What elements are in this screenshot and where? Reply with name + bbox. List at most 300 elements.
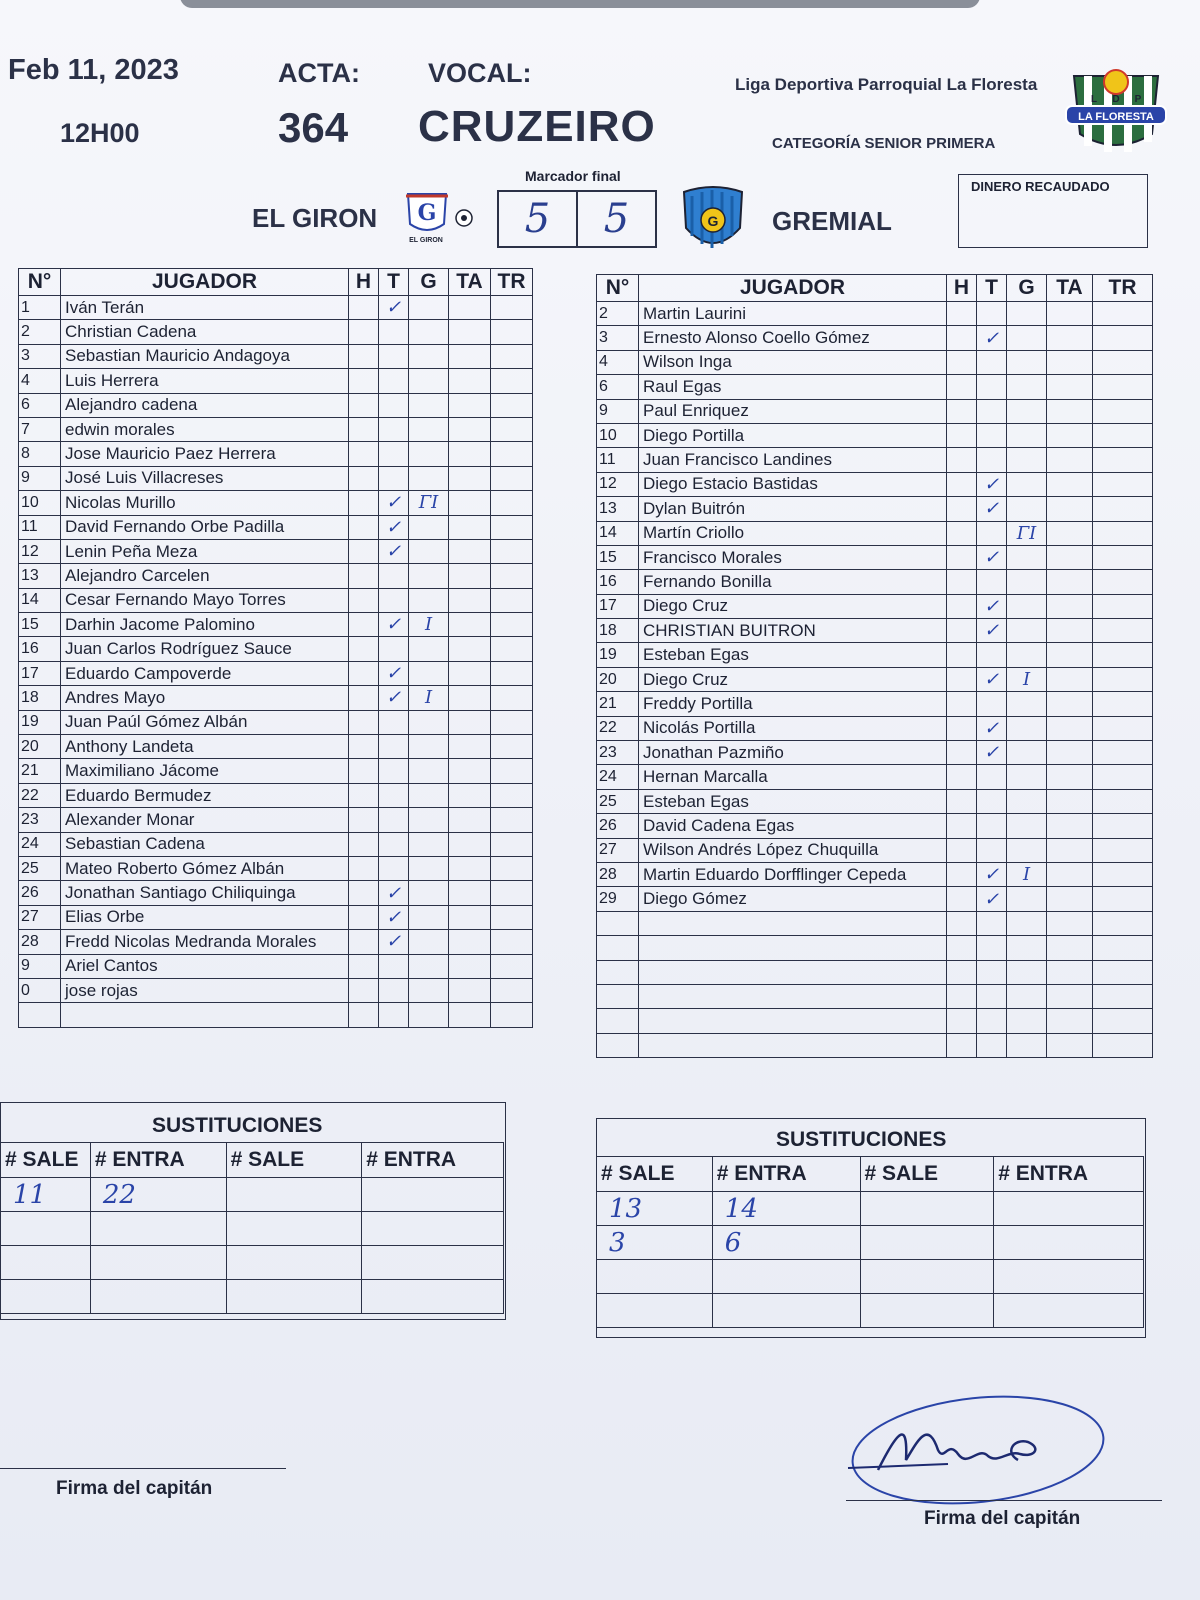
stat-ta (1047, 570, 1093, 594)
column-header: JUGADOR (639, 275, 947, 302)
player-name: Martin Eduardo Dorfflinger Cepeda (639, 862, 947, 886)
player-row (19, 564, 533, 588)
stat-ta (1047, 472, 1093, 496)
stat-h (947, 741, 977, 765)
player-row (597, 521, 1153, 545)
player-number: 25 (19, 856, 61, 880)
home-team-logo-icon (402, 190, 478, 246)
stat-g (409, 930, 449, 954)
stat-g (409, 588, 449, 612)
stat-t: ✓ (977, 545, 1007, 569)
player-row (19, 442, 533, 466)
player-row (597, 911, 1153, 935)
stat-tr (1093, 984, 1153, 1008)
substitution-cell (1, 1280, 91, 1314)
stat-t: ✓ (977, 619, 1007, 643)
stat-g (1007, 838, 1047, 862)
stat-g (409, 539, 449, 563)
stat-ta (1047, 1033, 1093, 1057)
stat-ta (449, 491, 491, 515)
stat-g (1007, 960, 1047, 984)
player-name (639, 1033, 947, 1057)
substitution-header: # SALE (597, 1157, 713, 1192)
substitution-cell (860, 1192, 994, 1226)
player-number: 24 (597, 765, 639, 789)
player-row (597, 789, 1153, 813)
stat-t: ✓ (379, 905, 409, 929)
home-substitutions-table (0, 1142, 504, 1314)
stat-ta (1047, 960, 1093, 984)
stat-g (1007, 350, 1047, 374)
stat-g (409, 881, 449, 905)
stat-t (977, 302, 1007, 326)
stat-h (349, 905, 379, 929)
player-number (597, 936, 639, 960)
substitution-cell (90, 1280, 226, 1314)
stat-t (977, 789, 1007, 813)
player-number: 29 (597, 887, 639, 911)
player-name: Lenin Peña Meza (61, 539, 349, 563)
stat-tr (491, 613, 533, 637)
stat-tr (491, 832, 533, 856)
substitution-header: # SALE (1, 1143, 91, 1178)
substitution-header: # SALE (226, 1143, 362, 1178)
stat-ta (449, 710, 491, 734)
stat-h (349, 710, 379, 734)
stat-h (349, 613, 379, 637)
stat-h (947, 497, 977, 521)
player-name: Esteban Egas (639, 643, 947, 667)
stat-g: ΓΙ (1007, 521, 1047, 545)
player-name: Christian Cadena (61, 320, 349, 344)
stat-tr (491, 783, 533, 807)
player-row (597, 887, 1153, 911)
player-name: Freddy Portilla (639, 692, 947, 716)
stat-t: ✓ (379, 539, 409, 563)
stat-h (947, 570, 977, 594)
player-number: 4 (19, 369, 61, 393)
stat-t (379, 759, 409, 783)
stat-tr (1093, 545, 1153, 569)
league-logo-letter: D (1112, 94, 1120, 105)
column-header: H (349, 269, 379, 296)
stat-ta (449, 759, 491, 783)
stat-ta (1047, 838, 1093, 862)
stat-h (349, 832, 379, 856)
stat-g (409, 735, 449, 759)
stat-t (379, 856, 409, 880)
stat-ta (449, 978, 491, 1002)
substitution-cell (994, 1192, 1144, 1226)
stat-tr (1093, 960, 1153, 984)
away-roster-table (596, 274, 1153, 1058)
substitution-row (1, 1246, 504, 1280)
substitution-header: # ENTRA (712, 1157, 860, 1192)
stat-h (947, 326, 977, 350)
stat-t (977, 570, 1007, 594)
stat-t (379, 808, 409, 832)
stat-tr (491, 466, 533, 490)
stat-tr (491, 661, 533, 685)
stat-h (947, 838, 977, 862)
stat-tr (491, 905, 533, 929)
substitution-cell (1, 1246, 91, 1280)
stat-t: ✓ (977, 741, 1007, 765)
stat-h (947, 862, 977, 886)
player-number: 10 (597, 423, 639, 447)
column-header: T (379, 269, 409, 296)
player-row (19, 735, 533, 759)
player-number: 17 (19, 661, 61, 685)
svg-text:G: G (707, 213, 719, 229)
player-name: Sebastian Cadena (61, 832, 349, 856)
player-row (597, 350, 1153, 374)
player-number: 9 (19, 954, 61, 978)
player-row (597, 302, 1153, 326)
player-name: David Fernando Orbe Padilla (61, 515, 349, 539)
stat-h (947, 448, 977, 472)
stat-tr (491, 539, 533, 563)
stat-t: ✓ (379, 491, 409, 515)
player-number: 3 (19, 344, 61, 368)
league-logo-icon (1064, 64, 1168, 156)
player-name: Dylan Buitrón (639, 497, 947, 521)
player-name: CHRISTIAN BUITRON (639, 619, 947, 643)
money-collected-label: DINERO RECAUDADO (971, 179, 1110, 194)
stat-t (379, 344, 409, 368)
stat-tr (491, 491, 533, 515)
stat-tr (491, 759, 533, 783)
league-logo-letter: P (1134, 94, 1142, 105)
stat-ta (1047, 545, 1093, 569)
substitution-cell (712, 1294, 860, 1328)
player-name: Darhin Jacome Palomino (61, 613, 349, 637)
stat-g (1007, 1009, 1047, 1033)
player-name: Esteban Egas (639, 789, 947, 813)
stat-h (349, 320, 379, 344)
player-number: 26 (19, 881, 61, 905)
player-row (597, 594, 1153, 618)
substitution-cell (362, 1178, 504, 1212)
final-score-box (497, 190, 657, 248)
player-name: Wilson Inga (639, 350, 947, 374)
stat-t: ✓ (977, 887, 1007, 911)
stat-h (947, 911, 977, 935)
stat-h (947, 545, 977, 569)
stat-g (1007, 619, 1047, 643)
player-number: 13 (597, 497, 639, 521)
player-row (597, 667, 1153, 691)
stat-t: ✓ (977, 326, 1007, 350)
player-name: José Luis Villacreses (61, 466, 349, 490)
substitution-header: # ENTRA (994, 1157, 1144, 1192)
stat-g (409, 344, 449, 368)
player-name: Diego Estacio Bastidas (639, 472, 947, 496)
player-row (597, 741, 1153, 765)
player-name: Jonathan Santiago Chiliquinga (61, 881, 349, 905)
player-name: Fredd Nicolas Medranda Morales (61, 930, 349, 954)
player-row (19, 466, 533, 490)
svg-text:G: G (417, 200, 437, 226)
player-name: Francisco Morales (639, 545, 947, 569)
final-score-label: Marcador final (525, 168, 621, 184)
stat-ta (1047, 448, 1093, 472)
stat-tr (1093, 1009, 1153, 1033)
stat-tr (491, 686, 533, 710)
substitution-cell (860, 1294, 994, 1328)
player-number: 25 (597, 789, 639, 813)
stat-ta (449, 515, 491, 539)
stat-h (349, 539, 379, 563)
player-number: 20 (19, 735, 61, 759)
substitution-cell (362, 1246, 504, 1280)
stat-tr (491, 930, 533, 954)
stat-ta (449, 442, 491, 466)
player-name: Wilson Andrés López Chuquilla (639, 838, 947, 862)
stat-g: I (409, 686, 449, 710)
stat-tr (491, 978, 533, 1002)
stat-t (977, 1009, 1007, 1033)
substitution-cell (362, 1280, 504, 1314)
player-row (597, 448, 1153, 472)
player-number: 18 (19, 686, 61, 710)
stat-t: ✓ (379, 930, 409, 954)
substitution-cell (860, 1260, 994, 1294)
stat-t (977, 1033, 1007, 1057)
stat-g (1007, 643, 1047, 667)
stat-ta (1047, 1009, 1093, 1033)
player-row (19, 710, 533, 734)
clipboard-clip (180, 0, 980, 8)
player-number: 11 (19, 515, 61, 539)
stat-ta (449, 735, 491, 759)
stat-tr (491, 515, 533, 539)
stat-t: ✓ (379, 515, 409, 539)
stat-ta (1047, 643, 1093, 667)
match-time: 12H00 (60, 118, 140, 148)
player-number (597, 1009, 639, 1033)
stat-tr (1093, 692, 1153, 716)
player-number: 22 (19, 783, 61, 807)
stat-tr (1093, 741, 1153, 765)
stat-g (1007, 936, 1047, 960)
substitution-row (597, 1192, 1144, 1226)
stat-g (409, 905, 449, 929)
substitution-header: # ENTRA (90, 1143, 226, 1178)
captain-signature-label-home: Firma del capitán (56, 1478, 213, 1499)
player-number: 1 (19, 296, 61, 320)
stat-ta (449, 661, 491, 685)
stat-tr (491, 735, 533, 759)
player-name (639, 960, 947, 984)
substitution-row (1, 1212, 504, 1246)
stat-tr (491, 296, 533, 320)
stat-h (349, 491, 379, 515)
player-name (639, 911, 947, 935)
player-row (597, 838, 1153, 862)
stat-g: I (409, 613, 449, 637)
substitution-cell: 3 (597, 1226, 713, 1260)
stat-tr (491, 856, 533, 880)
stat-t (379, 637, 409, 661)
stat-h (349, 466, 379, 490)
stat-tr (1093, 789, 1153, 813)
player-row (19, 686, 533, 710)
stat-ta (449, 564, 491, 588)
stat-g (1007, 765, 1047, 789)
stat-h (947, 936, 977, 960)
stat-g (1007, 545, 1047, 569)
stat-ta (449, 417, 491, 441)
player-row (597, 423, 1153, 447)
player-number: 8 (19, 442, 61, 466)
player-row (19, 344, 533, 368)
player-name: Sebastian Mauricio Andagoya (61, 344, 349, 368)
player-number: 17 (597, 594, 639, 618)
stat-h (947, 472, 977, 496)
player-name: Cesar Fernando Mayo Torres (61, 588, 349, 612)
player-row (19, 832, 533, 856)
stat-g (409, 466, 449, 490)
stat-h (947, 765, 977, 789)
stat-h (349, 1003, 379, 1027)
player-name (61, 1003, 349, 1027)
substitution-cell: 22 (90, 1178, 226, 1212)
stat-ta (449, 686, 491, 710)
stat-t (379, 954, 409, 978)
player-row (19, 759, 533, 783)
match-date: Feb 11, 2023 (8, 54, 179, 86)
substitution-row (1, 1178, 504, 1212)
substitution-row (1, 1280, 504, 1314)
player-row (19, 1003, 533, 1027)
substitution-row (597, 1294, 1144, 1328)
substitution-cell (597, 1260, 713, 1294)
player-number: 12 (597, 472, 639, 496)
player-row (597, 716, 1153, 740)
home-substitutions-title: SUSTITUCIONES (152, 1114, 323, 1137)
stat-h (349, 661, 379, 685)
stat-h (349, 856, 379, 880)
stat-ta (1047, 741, 1093, 765)
player-row (597, 643, 1153, 667)
stat-h (349, 930, 379, 954)
stat-t (379, 832, 409, 856)
player-number: 9 (597, 399, 639, 423)
column-header: TR (491, 269, 533, 296)
substitution-cell (90, 1212, 226, 1246)
home-team-name: EL GIRON (252, 203, 378, 233)
player-row (19, 417, 533, 441)
player-name: Eduardo Bermudez (61, 783, 349, 807)
player-row (597, 814, 1153, 838)
substitution-cell: 6 (712, 1226, 860, 1260)
stat-h (349, 369, 379, 393)
player-name: Hernan Marcalla (639, 765, 947, 789)
player-name: Eduardo Campoverde (61, 661, 349, 685)
player-number: 23 (597, 741, 639, 765)
home-logo-text: EL GIRON (409, 237, 443, 244)
stat-t (977, 643, 1007, 667)
player-number (597, 984, 639, 1008)
player-number: 10 (19, 491, 61, 515)
player-number (597, 960, 639, 984)
stat-h (349, 564, 379, 588)
substitution-cell (226, 1212, 362, 1246)
stat-t (977, 765, 1007, 789)
stat-ta (1047, 911, 1093, 935)
stat-tr (1093, 862, 1153, 886)
player-number: 0 (19, 978, 61, 1002)
stat-ta (1047, 302, 1093, 326)
stat-h (349, 881, 379, 905)
stat-tr (491, 442, 533, 466)
stat-t (977, 399, 1007, 423)
stat-ta (449, 832, 491, 856)
stat-t (977, 692, 1007, 716)
substitution-header: # ENTRA (362, 1143, 504, 1178)
stat-tr (1093, 326, 1153, 350)
substitution-cell: 11 (1, 1178, 91, 1212)
player-number: 22 (597, 716, 639, 740)
substitution-cell (1, 1212, 91, 1246)
stat-ta (1047, 716, 1093, 740)
column-header: H (947, 275, 977, 302)
stat-g (409, 564, 449, 588)
league-name: Liga Deportiva Parroquial La Floresta (735, 75, 1038, 94)
player-number: 6 (597, 375, 639, 399)
player-name: Fernando Bonilla (639, 570, 947, 594)
stat-ta (1047, 619, 1093, 643)
player-row (19, 905, 533, 929)
player-number: 2 (19, 320, 61, 344)
player-row (19, 978, 533, 1002)
player-number: 6 (19, 393, 61, 417)
player-row (19, 369, 533, 393)
player-name (639, 1009, 947, 1033)
away-score: 5 (576, 192, 655, 246)
stat-ta (1047, 399, 1093, 423)
player-name: Diego Portilla (639, 423, 947, 447)
player-row (19, 808, 533, 832)
stat-t: ✓ (379, 661, 409, 685)
player-name: Iván Terán (61, 296, 349, 320)
stat-ta (449, 588, 491, 612)
player-row (597, 765, 1153, 789)
player-number: 19 (597, 643, 639, 667)
player-name: Martin Laurini (639, 302, 947, 326)
player-number: 18 (597, 619, 639, 643)
stat-t (977, 984, 1007, 1008)
stat-tr (1093, 375, 1153, 399)
stat-h (947, 1009, 977, 1033)
stat-h (947, 667, 977, 691)
substitution-row (597, 1226, 1144, 1260)
stat-h (947, 643, 977, 667)
player-row (19, 856, 533, 880)
player-number: 16 (597, 570, 639, 594)
stat-h (349, 442, 379, 466)
player-name: Maximiliano Jácome (61, 759, 349, 783)
player-name: Alexander Monar (61, 808, 349, 832)
stat-g (409, 783, 449, 807)
stat-h (349, 808, 379, 832)
stat-ta (449, 613, 491, 637)
stat-g (1007, 448, 1047, 472)
stat-h (349, 637, 379, 661)
stat-tr (491, 344, 533, 368)
player-name: Mateo Roberto Gómez Albán (61, 856, 349, 880)
